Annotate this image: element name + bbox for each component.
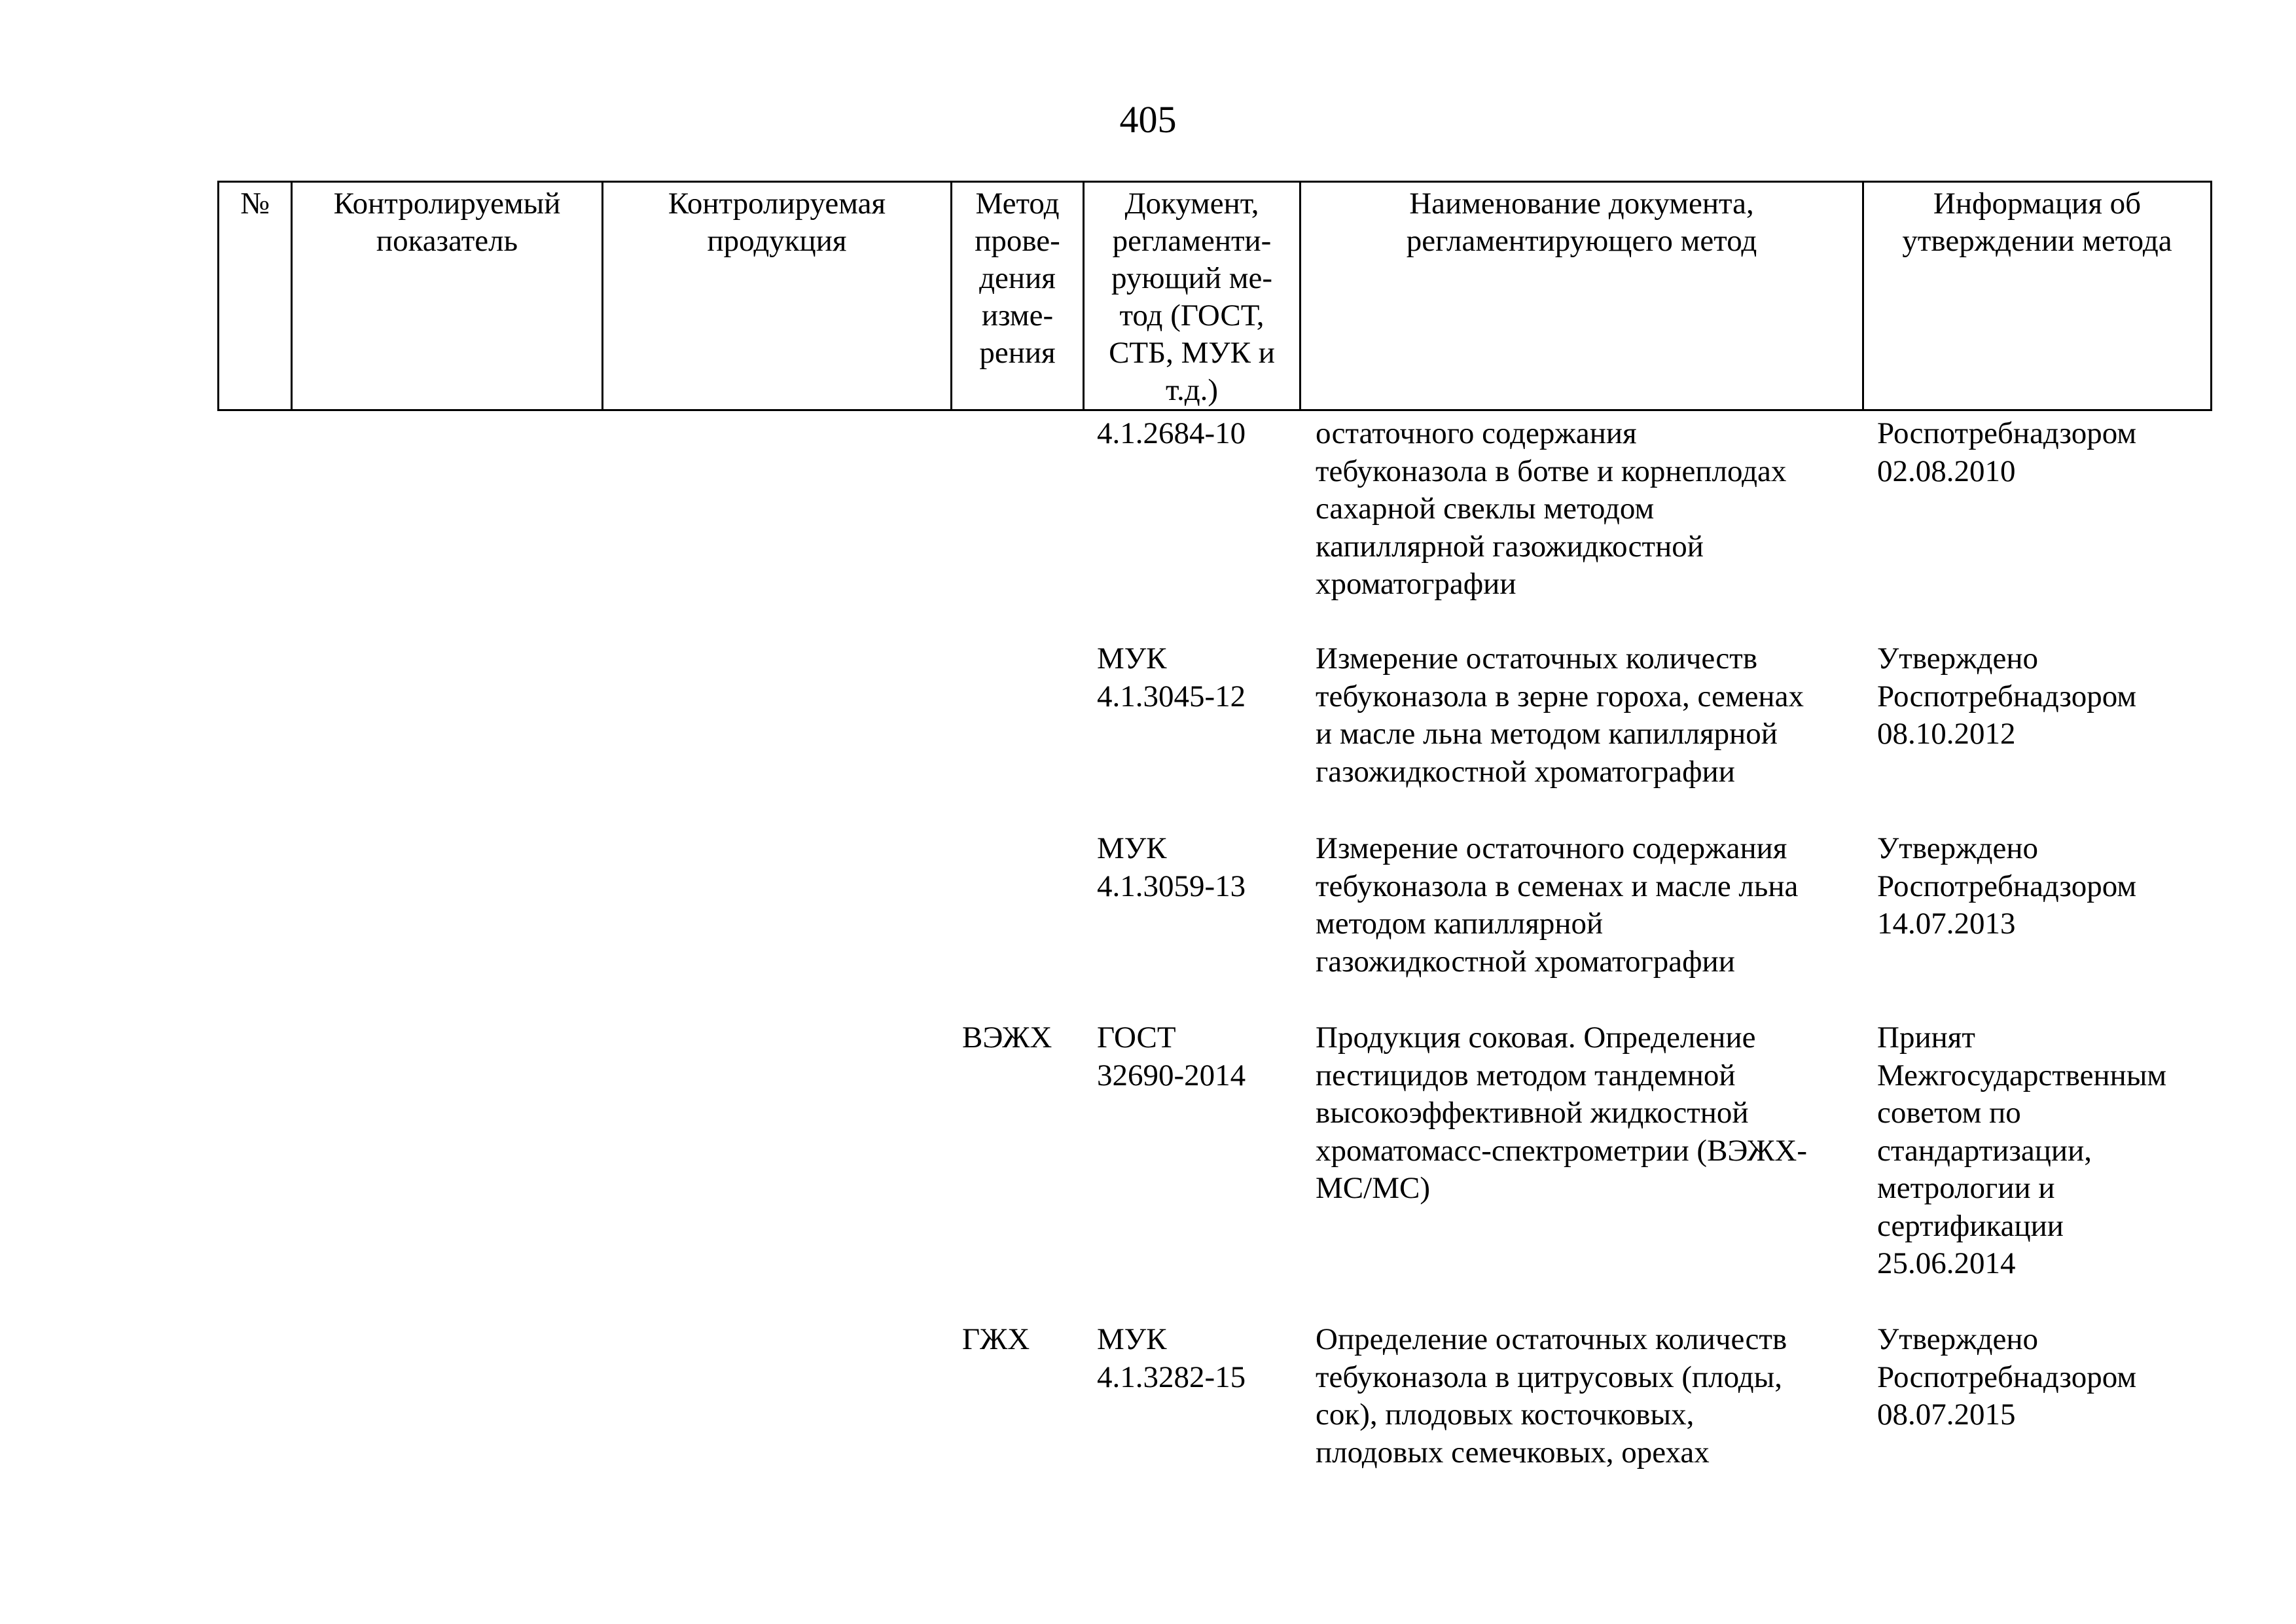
row-3-document: ГОСТ 32690-2014	[1097, 1020, 1246, 1092]
row-3-info: Принят Межгосударственным советом по стандартизации, метрологии и сертификации 25.06.2014	[1877, 1020, 2167, 1280]
header-row	[219, 182, 2212, 410]
row-0-info: Роспотребнадзором 02.08.2010	[1877, 416, 2137, 488]
row-0-document: 4.1.2684-10	[1097, 416, 1246, 450]
header-number: №	[219, 182, 292, 410]
row-2-info: Утверждено Роспотребнадзором 14.07.2013	[1877, 831, 2137, 941]
row-3-name: Продукция соковая. Определение пестицидов методом тандемной высокоэффективной жидкостной хроматомасс-спектрометрии (ВЭЖХ- МС/МС)	[1316, 1020, 1807, 1205]
page-number: 405	[1119, 98, 1177, 141]
row-2-document: МУК 4.1.3059-13	[1097, 831, 1246, 903]
row-4-document: МУК 4.1.3282-15	[1097, 1322, 1246, 1394]
header-indicator: Контролируемый показатель	[292, 182, 603, 410]
header-document-name: Наименование документа, регламентирующего метод	[1300, 182, 1863, 410]
row-2-name: Измерение остаточного содержания тебуконазола в семенах и масле льна методом капиллярной газожидкостной хроматографии	[1316, 831, 1799, 979]
header-document: Документ, регламенти- рующий ме- тод (ГОСТ, СТБ, МУК и т.д.)	[1084, 182, 1300, 410]
header-product: Контролируемая продукция	[603, 182, 952, 410]
row-4-name: Определение остаточных количеств тебуконазола в цитрусовых (плоды, сок), плодовых косточковых, плодовых семечковых, орехах	[1316, 1322, 1787, 1470]
row-1-document: МУК 4.1.3045-12	[1097, 641, 1246, 713]
row-4-method: ГЖХ	[962, 1322, 1030, 1356]
row-4-info: Утверждено Роспотребнадзором 08.07.2015	[1877, 1322, 2137, 1432]
row-1-info: Утверждено Роспотребнадзором 08.10.2012	[1877, 641, 2137, 751]
row-1-name: Измерение остаточных количеств тебуконазола в зерне гороха, семенах и масле льна методом капиллярной газожидкостной хроматографии	[1316, 641, 1804, 789]
table-header	[217, 181, 2212, 411]
header-approval-info: Информация об утверждении метода	[1863, 182, 2212, 410]
row-0-name: остаточного содержания тебуконазола в ботве и корнеплодах сахарной свеклы методом капиллярной газожидкостной хроматографии	[1316, 416, 1787, 601]
row-3-method: ВЭЖХ	[962, 1020, 1052, 1055]
header-method: Метод прове- дения изме- рения	[952, 182, 1084, 410]
